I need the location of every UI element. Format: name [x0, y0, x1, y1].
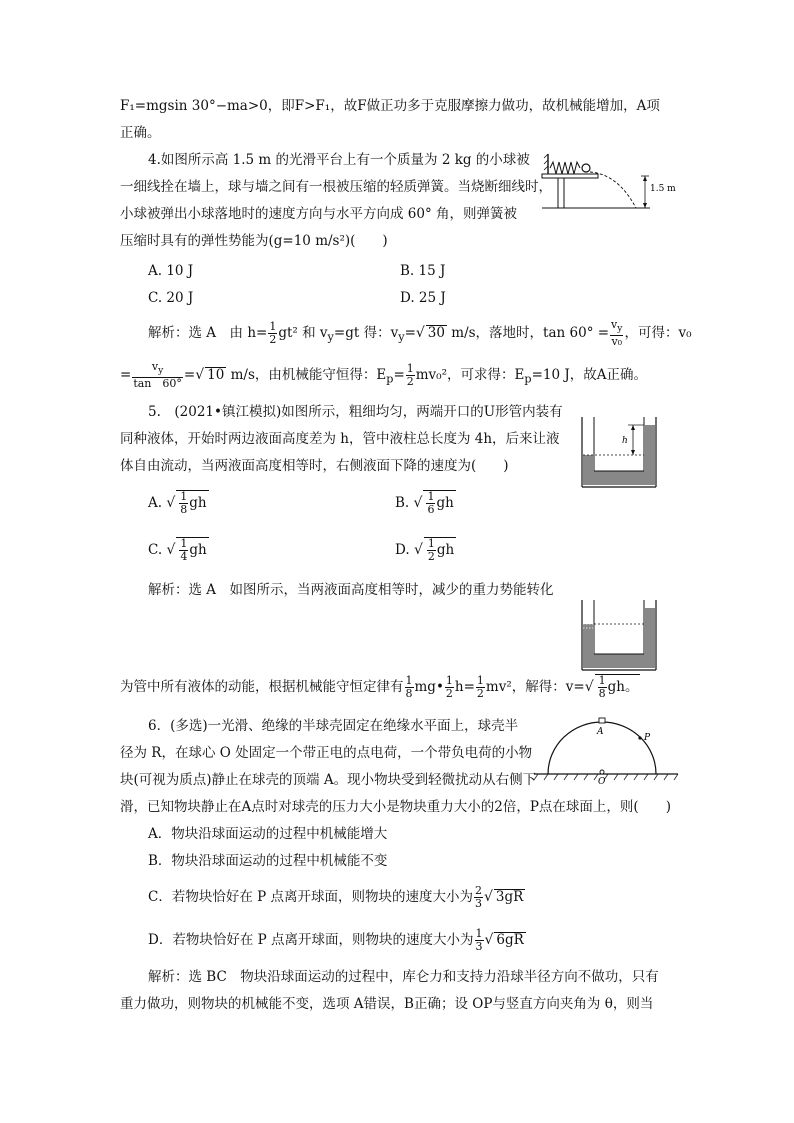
q6-hemisphere-figure: [528, 712, 684, 788]
q6-option-c[interactable]: C．若物块恰好在 P 点离开球面，则物块的速度大小为 $\frac{2}{3}$ √ 3gR: [148, 884, 524, 910]
q6-solution-line-2: 重力做功，则物块的机械能不变，选项 A错误，B正确；设 OP与竖直方向夹角为 θ，则当: [120, 996, 654, 1012]
q5-line-1: 5. (2021•镇江模拟)如图所示，粗细均匀，两端开口的U形管内装有: [148, 404, 563, 420]
q4-option-a[interactable]: A. 10 J: [148, 263, 194, 279]
q6-option-b[interactable]: B．物块沿球面运动的过程中机械能不变: [148, 853, 388, 869]
q5-solution-figure: [578, 598, 660, 672]
q6-label-o: O: [598, 777, 606, 787]
q4-line-2: 一细线拴在墙上，球与墙之间有一根被压缩的轻质弹簧。当烧断细线时，: [120, 179, 552, 195]
q4-solution-line-1: 解析：选 A 由 h= $\frac{1}{2}$ gt² 和 $v_y=gt$ 得：$v_y=√$ 30 m/s，落地时，tan 60° = $\frac{v_y}{\text{v₀}}$ ，可得：v₀: [148, 317, 692, 349]
q5-line-2: 同种液体，开始时两边液面高度差为 h，管中液柱总长度为 4h，后来让液: [120, 431, 560, 447]
q6-option-a[interactable]: A．物块沿球面运动的过程中机械能增大: [148, 826, 388, 842]
q4-option-d[interactable]: D. 25 J: [400, 290, 446, 306]
q6-line-1: 6．(多选)一光滑、绝缘的半球壳固定在绝缘水平面上，球壳半: [148, 718, 519, 734]
q4-option-b[interactable]: B. 15 J: [400, 263, 446, 279]
q5-option-a[interactable]: A. √ $\frac{1}{8}$ gh: [148, 490, 207, 516]
q4-tan-fraction: $\frac{v_y}{\text{v₀}}$: [611, 317, 623, 349]
q4-half-fraction: $\frac{1}{2}$: [269, 320, 277, 346]
q5-option-b[interactable]: B. √ $\frac{1}{6}$ gh: [395, 490, 454, 516]
q4-v0-fraction: $\frac{v_y}{\tan 60^\circ}$: [133, 359, 182, 391]
q5-solution-line-2: 为管中所有液体的动能，根据机械能守恒定律有 $\frac{1}{8}$ mg• $\frac{1}{2}$ h= $\frac{1}{2}$ mv²，解得：v=√ $\frac{1}{8}$ gh。: [120, 674, 639, 700]
q5-line-3: 体自由流动，当两液面高度相等时，右侧液面下降的速度为( ): [120, 458, 509, 474]
q6-option-d[interactable]: D．若物块恰好在 P 点离开球面，则物块的速度大小为 $\frac{1}{3}$ √ 6gR: [148, 927, 524, 953]
q5-u-tube-figure: [578, 415, 660, 489]
q4-solution-line-2: = $\frac{v_y}{\tan 60^\circ}$ =√ 10 m/s，由机械能守恒得：$E_p=$ $\frac{1}{2}$ mv₀²，可求得：$E_p=10$ J，故A正确。: [120, 359, 648, 391]
q6-label-p: P: [644, 733, 651, 743]
q4-line-4: 压缩时具有的弹性势能为(g=10 m/s²)( ): [120, 233, 388, 249]
q5-solution-line-1: 解析：选 A 如图所示，当两液面高度相等时，减少的重力势能转化: [148, 582, 554, 598]
prev-line-1: F₁=mgsin 30°−ma>0，即F>F₁，故F做正功多于克服摩擦力做功，故机械能增加，A项: [120, 98, 660, 114]
q5-option-c[interactable]: C. √ $\frac{1}{4}$ gh: [148, 537, 207, 563]
q6-line-2: 径为 R，在球心 O 处固定一个带正电的点电荷，一个带负电荷的小物: [120, 745, 533, 761]
q4-height-label: 1.5 m: [650, 184, 676, 194]
q4-option-c[interactable]: C. 20 J: [148, 290, 194, 306]
q5-h-label: h: [622, 436, 628, 446]
q4-line-1: 4.如图所示高 1.5 m 的光滑平台上有一个质量为 2 kg 的小球被: [148, 152, 530, 168]
q6-line-3: 块(可视为质点)静止在球壳的顶端 A。现小物块受到轻微扰动从右侧下: [120, 772, 537, 788]
q6-line-4: 滑，已知物块静止在A点时对球壳的压力大小是物块重力大小的2倍，P点在球面上，则( ): [120, 799, 671, 815]
prev-line-2: 正确。: [120, 125, 161, 141]
q6-label-a: A: [597, 727, 604, 737]
q5-option-d[interactable]: D. √ $\frac{1}{2}$ gh: [395, 537, 455, 563]
q4-platform-figure: [540, 150, 680, 216]
q4-sol-text: 解析：选 A 由 h=: [148, 325, 268, 341]
q4-energy-fraction: $\frac{1}{2}$: [406, 362, 414, 388]
q6-solution-line-1: 解析：选 BC 物块沿球面运动的过程中，库仑力和支持力沿球半径方向不做功，只有: [148, 969, 659, 985]
q4-line-3: 小球被弹出小球落地时的速度方向与水平方向成 60° 角，则弹簧被: [120, 206, 518, 222]
